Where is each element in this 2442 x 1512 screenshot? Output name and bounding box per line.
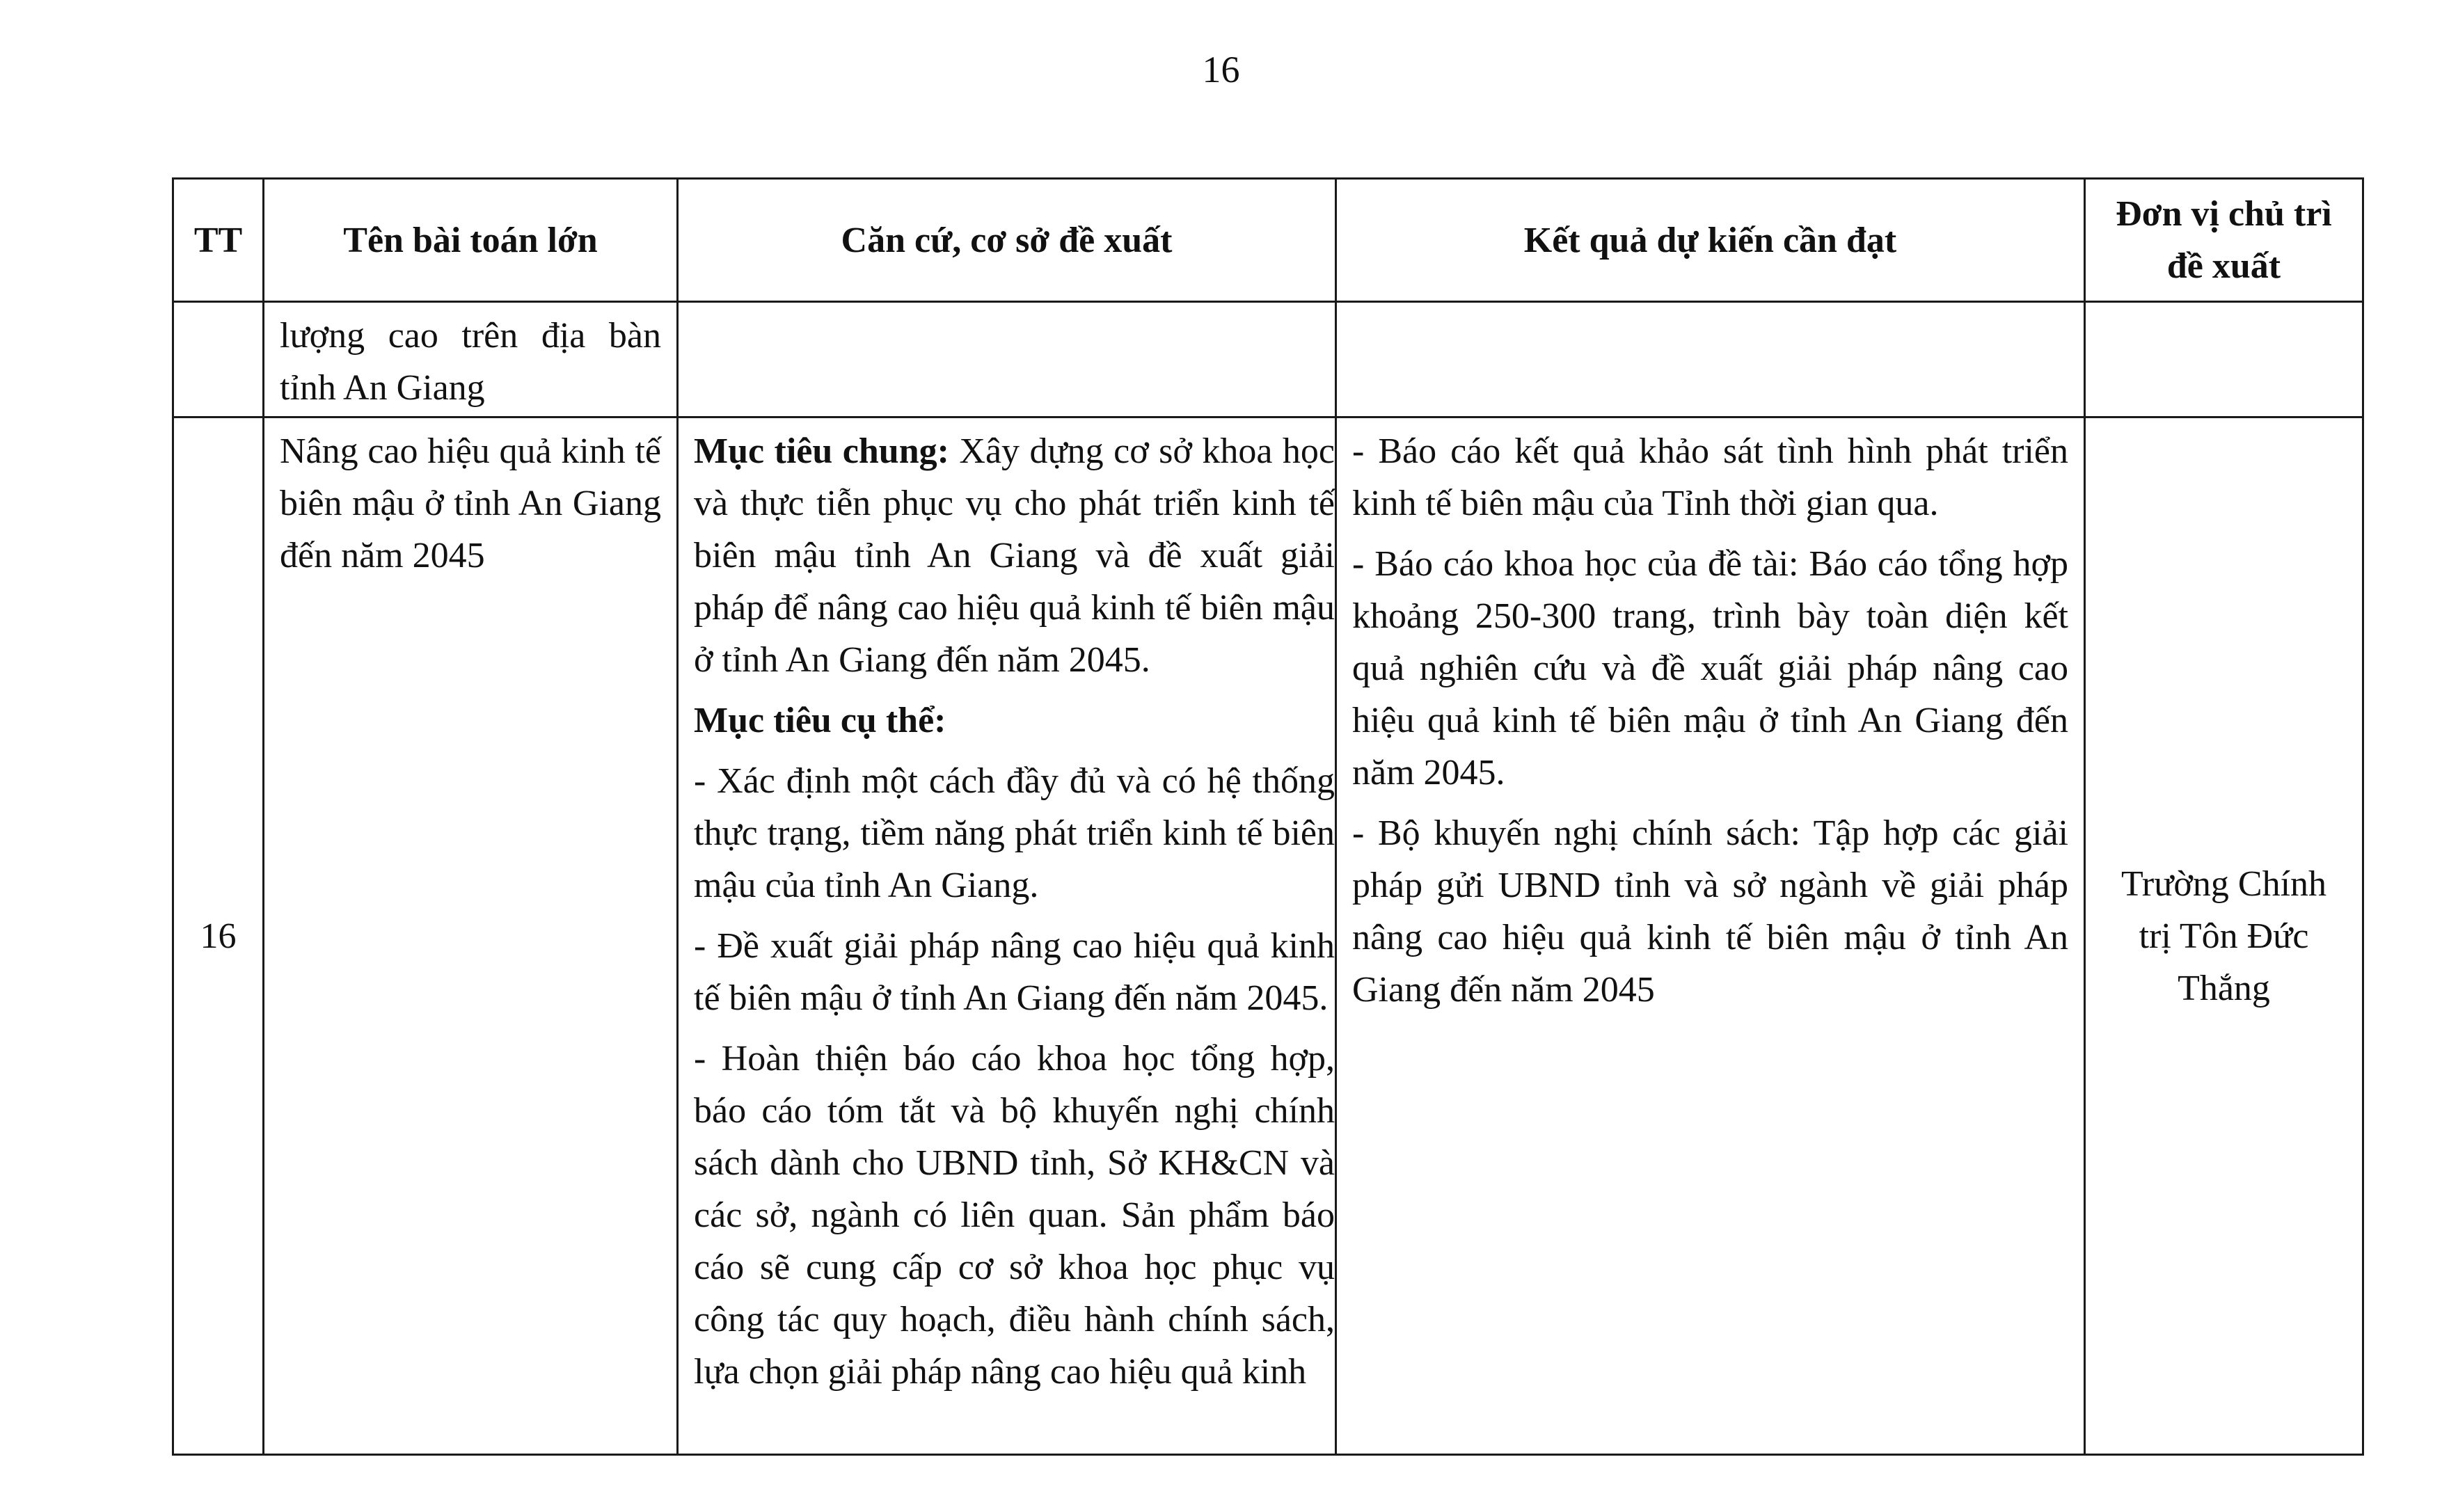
cell-result xyxy=(1336,417,2085,1455)
general-objective-label: Mục tiêu chung: xyxy=(694,431,949,471)
result-item: - Báo cáo khoa học của đề tài: Báo cáo tổng hợp khoảng 250-300 trang, trình bày toàn diện kết quả nghiên cứu và đề xuất giải pháp nâng cao hiệu quả kinh tế biên mậu ở tỉnh An Giang đến năm 2045. xyxy=(1352,544,2068,793)
proposal-table xyxy=(172,177,2364,1456)
page-number: 16 xyxy=(1202,49,1240,90)
specific-objective-item: - Xác định một cách đầy đủ và có hệ thống thực trạng, tiềm năng phát triển kinh tế biên mậu của tỉnh An Giang. xyxy=(694,761,1335,905)
cell-tt xyxy=(173,302,264,417)
header-unit xyxy=(2085,179,2363,302)
cell-name xyxy=(264,417,678,1455)
cell-unit-text: Trường Chính trị Tôn Đức Thắng xyxy=(2120,864,2327,1008)
table-row xyxy=(173,417,2363,1455)
general-objective xyxy=(694,425,1335,686)
specific-objective-item: - Đề xuất giải pháp nâng cao hiệu quả kinh tế biên mậu ở tỉnh An Giang đến năm 2045. xyxy=(694,926,1335,1018)
header-basis: Căn cứ, cơ sở đề xuất xyxy=(678,179,1336,302)
cell-name-text: Nâng cao hiệu quả kinh tế biên mậu ở tỉnh An Giang đến năm 2045 xyxy=(280,431,661,575)
result-item: - Bộ khuyến nghị chính sách: Tập hợp các giải pháp gửi UBND tỉnh và sở ngành về giải pháp nâng cao hiệu quả kinh tế biên mậu ở tỉnh An Giang đến năm 2045 xyxy=(1352,813,2068,1010)
specific-objective-item: - Hoàn thiện báo cáo khoa học tổng hợp, báo cáo tóm tắt và bộ khuyến nghị chính sách dành cho UBND tỉnh, Sở KH&CN và các sở, ngành có liên quan. Sản phẩm báo cáo sẽ cung cấp cơ sở khoa học phục vụ công tác quy hoạch, điều hành chính sách, lựa chọn giải pháp nâng cao hiệu quả kinh xyxy=(694,1039,1335,1392)
general-objective-text: Xây dựng cơ sở khoa học và thực tiễn phục vụ cho phát triển kinh tế biên mậu tỉnh An Giang và đề xuất giải pháp để nâng cao hiệu quả kinh tế biên mậu ở tỉnh An Giang đến năm 2045. xyxy=(694,431,1335,680)
cell-name-text: lượng cao trên địa bàn tỉnh An Giang xyxy=(280,316,661,408)
cell-tt: 16 xyxy=(173,417,264,1455)
table-row xyxy=(173,302,2363,417)
header-result: Kết quả dự kiến cần đạt xyxy=(1336,179,2085,302)
result-item: - Báo cáo kết quả khảo sát tình hình phát triển kinh tế biên mậu của Tỉnh thời gian qua. xyxy=(1352,431,2068,523)
cell-unit xyxy=(2085,417,2363,1455)
cell-name xyxy=(264,302,678,417)
header-name: Tên bài toán lớn xyxy=(264,179,678,302)
cell-basis xyxy=(678,302,1336,417)
cell-result xyxy=(1336,302,2085,417)
table-header-row xyxy=(173,179,2363,302)
header-unit-label: Đơn vị chủ trì đề xuất xyxy=(2116,194,2332,286)
specific-objective-label: Mục tiêu cụ thể: xyxy=(694,701,946,740)
cell-unit xyxy=(2085,302,2363,417)
header-tt: TT xyxy=(173,179,264,302)
cell-basis xyxy=(678,417,1336,1455)
